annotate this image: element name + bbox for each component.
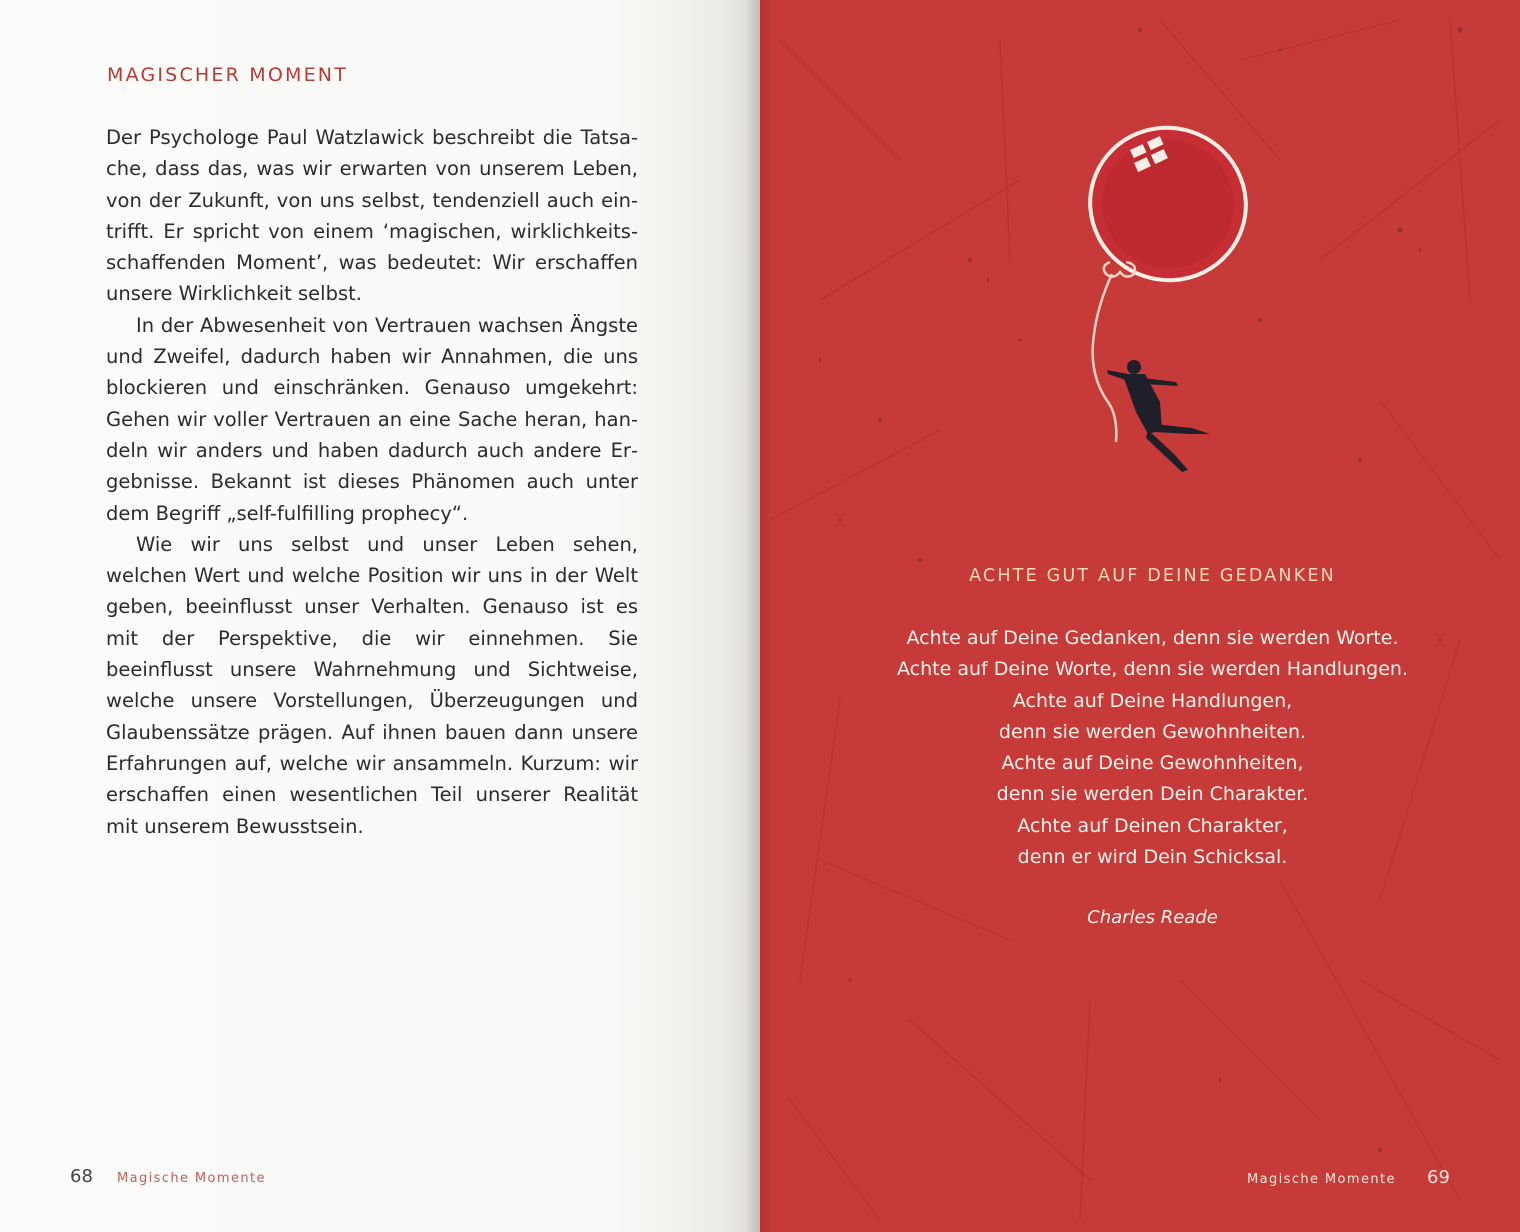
paragraph-2: In der Abwesenheit von Vertrauen wachsen Ängste und Zweifel, dadurch haben wir Annahmen, die uns blockieren und einschränken. Genauso umgekehrt: Gehen wir voller Vertrauen an eine Sache heran, handeln wir anders und haben dadurch auch andere Ergebnisse. Bekannt ist dieses Phänomen auch unter dem Begriff „self-fulfilling prophecy“. [106, 313, 638, 525]
running-title-right: Magische Momente [1247, 1172, 1396, 1187]
quote [760, 623, 1520, 873]
body-text [106, 122, 638, 842]
quote-line: Achte auf Deinen Charakter, [1017, 814, 1288, 837]
quote-line: denn er wird Dein Schicksal. [1017, 846, 1288, 869]
quote-line: denn sie werden Gewohnheiten. [998, 720, 1307, 743]
page-number-right: 69 [1427, 1167, 1450, 1188]
quote-line: Achte auf Deine Gedanken, denn sie werden Worte. [906, 627, 1399, 649]
balloon-figure-illustration [1050, 112, 1270, 492]
quote-line: denn sie werden Dein Charakter. [996, 783, 1309, 806]
quote-line: Achte auf Deine Gewohnheiten, [1001, 752, 1304, 775]
paragraph-1: Der Psychologe Paul Watzlawick beschreibt die Tatsache, dass das, was wir erwarten von unserem Leben, von der Zukunft, von uns selbst, tendenziell auch eintrifft. Er spricht von einem ‘magischen, wirklichkeitsschaffenden Moment’, was bedeutet: Wir erschaffen unsere Wirklichkeit selbst. [106, 126, 638, 306]
quote-line: Achte auf Deine Worte, denn sie werden Handlungen. [897, 658, 1408, 681]
quote-title: ACHTE GUT AUF DEINE GEDANKEN [969, 566, 1336, 586]
quote-author: Charles Reade [1087, 907, 1218, 928]
page-number-left: 68 [70, 1166, 93, 1187]
quote-line: Achte auf Deine Handlungen, [1012, 689, 1293, 712]
right-page [760, 0, 1520, 1232]
book-gutter [745, 0, 769, 1232]
running-title-left: Magische Momente [117, 1171, 266, 1186]
paragraph-3: Wie wir uns selbst und unser Leben sehen, welchen Wert und welche Position wir uns in der Welt geben, beeinflusst unser Verhalten. Genauso ist es mit der Perspektive, die wir einnehmen. Sie beeinflusst unsere Wahrnehmung und Sichtweise, welche unsere Vorstellungen, Überzeugungen und Glaubenssätze prägen. Auf ihnen bauen dann unsere Erfahrungen auf, welche wir ansammeln. Kurzum: wir erschaffen einen wesentlichen Teil unserer Realität mit unserem Bewusstsein. [106, 532, 638, 838]
section-title: MAGISCHER MOMENT [107, 64, 349, 86]
